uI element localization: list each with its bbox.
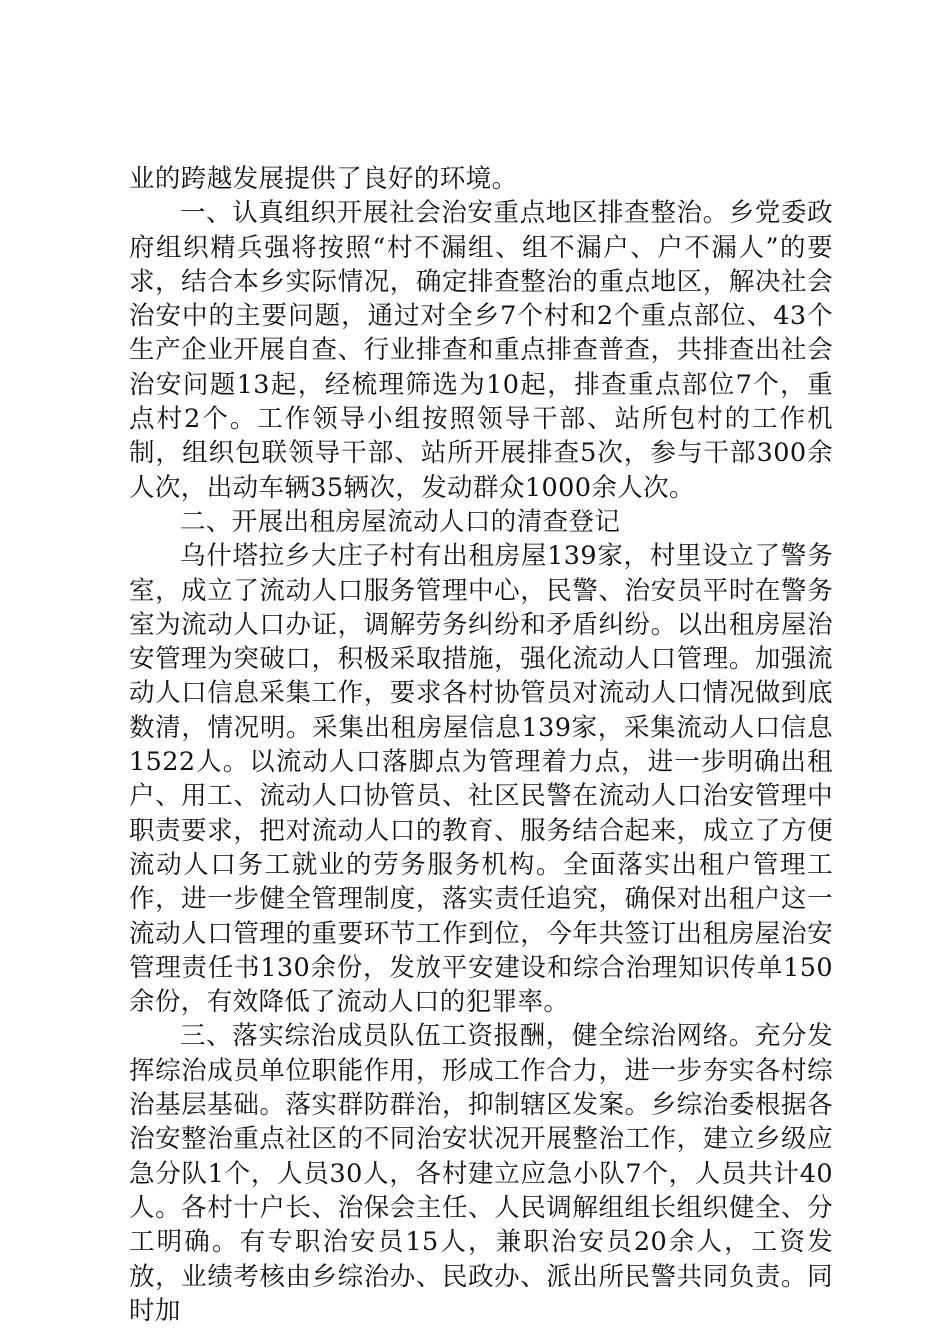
paragraph-section-2-body: 乌什塔拉乡大庄子村有出租房屋139家，村里设立了警务室，成立了流动人口服务管理中心，民警、治安员平时在警务室为流动人口办证，调解劳务纠纷和矛盾纠纷。以出租房屋治安管理为突破口，积极采取措施，强化流动人口管理。加强流动人口信息采集工作，要求各村协管员对流动人口情况做到底数清，情况明。采集出租房屋信息139家，采集流动人口信息1522人。以流动人口落脚点为管理着力点，进一步明确出租户、用工、流动人口协管员、社区民警在流动人口治安管理中职责要求，把对流动人口的教育、服务结合起来，成立了方便流动人口务工就业的劳务服务机构。全面落实出租户管理工作，进一步健全管理制度，落实责任追究，确保对出租户这一流动人口管理的重要环节工作到位，今年共签订出租房屋治安管理责任书130余份，发放平安建设和综合治理知识传单150余份，有效降低了流动人口的犯罪率。	[129, 541, 833, 1018]
paragraph-continuation: 业的跨越发展提供了良好的环境。	[129, 164, 518, 194]
paragraph-section-1: 一、认真组织开展社会治安重点地区排查整治。乡党委政府组织精兵强将按照“村不漏组、组不漏户、户不漏人”的要求，结合本乡实际情况，确定排查整治的重点地区，解决社会治安中的主要问题，通过对全乡7个村和2个重点部位、43个生产企业开展自查、行业排查和重点排查普查，共排查出社会治安问题13起，经梳理筛选为10起，排查重点部位7个，重点村2个。工作领导小组按照领导干部、站所包村的工作机制，组织包联领导干部、站所开展排查5次，参与干部300余人次，出动车辆35辆次，发动群众1000余人次。	[129, 198, 833, 503]
document-body	[129, 162, 833, 1328]
heading-section-2: 二、开展出租房屋流动人口的清查登记	[180, 506, 621, 537]
paragraph-section-3: 三、落实综治成员队伍工资报酬，健全综治网络。充分发挥综治成员单位职能作用，形成工作合力，进一步夯实各村综治基层基础。落实群防群治，抑制辖区发案。乡综治委根据各治安整治重点社区的不同治安状况开展整治工作，建立乡级应急分队1个，人员30人，各村建立应急小队7个，人员共计40人。各村十户长、治保会主任、人民调解组组长组织健全、分工明确。有专职治安员15人，兼职治安员20余人，工资发放，业绩考核由乡综治办、民政办、派出所民警共同负责。同时加	[129, 1021, 833, 1326]
